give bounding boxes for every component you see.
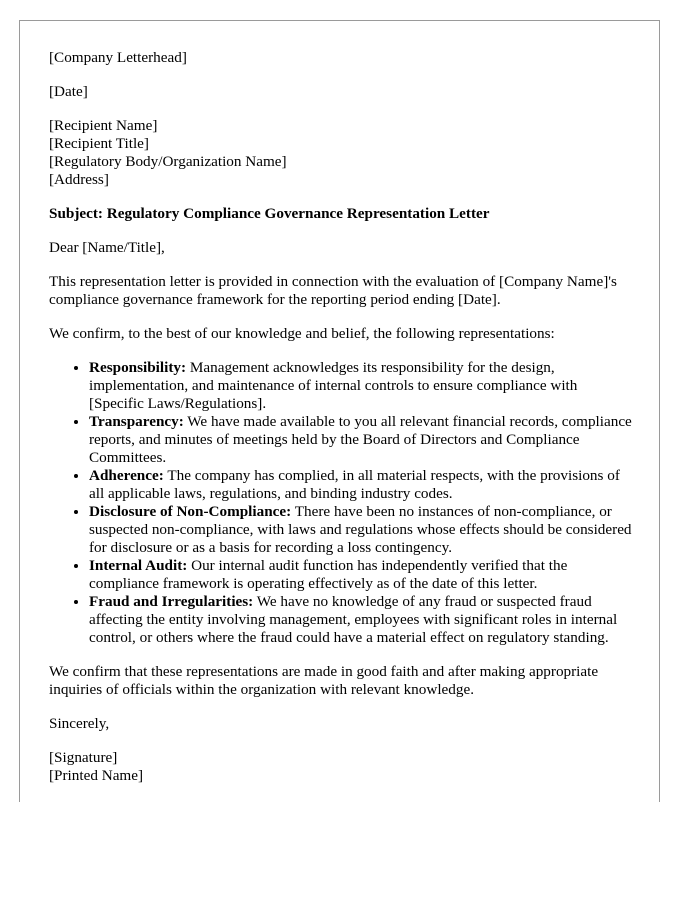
subject-line: Subject: Regulatory Compliance Governance Representation Letter [49, 205, 490, 222]
representation-term: Transparency: [89, 413, 184, 430]
representation-item [89, 503, 633, 557]
representation-text: Management acknowledges its responsibility for the design, implementation, and maintenance of internal controls to ensure compliance with [Specific Laws/Regulations]. [89, 359, 578, 412]
representation-text: We have made available to you all relevant financial records, compliance reports, and minutes of meetings held by the Board of Directors and Compliance Committees. [89, 413, 632, 466]
printed-name: [Printed Name] [49, 767, 144, 784]
recipient-address: [Address] [49, 171, 109, 188]
representations-list [49, 359, 633, 647]
representation-item [89, 467, 633, 503]
recipient-address-block [49, 117, 633, 189]
representation-item [89, 593, 633, 647]
intro-paragraph: This representation letter is provided in connection with the evaluation of [Company Name]'s compliance governance framework for the reporting period ending [Date]. [49, 273, 617, 308]
representation-item [89, 413, 633, 467]
representation-item [89, 557, 633, 593]
letter-body [49, 49, 633, 785]
representation-text: The company has complied, in all material respects, with the provisions of all applicable laws, regulations, and binding industry codes. [89, 467, 620, 502]
recipient-name: [Recipient Name] [49, 117, 158, 134]
representation-text: There have been no instances of non-compliance, or suspected non-compliance, with laws and regulations whose effects should be considered for disclosure or as a basis for recording a loss contingency. [89, 503, 632, 556]
sign-off: Sincerely, [49, 715, 110, 732]
representation-term: Adherence: [89, 467, 164, 484]
letter-date: [Date] [49, 83, 88, 100]
recipient-title: [Recipient Title] [49, 135, 149, 152]
representation-term: Internal Audit: [89, 557, 188, 574]
letter-page [19, 20, 660, 802]
representation-term: Fraud and Irregularities: [89, 593, 254, 610]
representation-text: We have no knowledge of any fraud or suspected fraud affecting the entity involving management, employees with significant roles in internal control, or others where the fraud could have a material effect on regulatory standing. [89, 593, 618, 646]
signature-block [49, 749, 633, 785]
signature: [Signature] [49, 749, 118, 766]
representation-item [89, 359, 633, 413]
confirm-lead: We confirm, to the best of our knowledge and belief, the following representations: [49, 325, 555, 342]
representation-term: Disclosure of Non-Compliance: [89, 503, 292, 520]
letterhead: [Company Letterhead] [49, 49, 187, 66]
salutation: Dear [Name/Title], [49, 239, 165, 256]
representation-term: Responsibility: [89, 359, 187, 376]
recipient-organization: [Regulatory Body/Organization Name] [49, 153, 287, 170]
closing-statement: We confirm that these representations are made in good faith and after making appropriate inquiries of officials within the organization with relevant knowledge. [49, 663, 599, 698]
representation-text: Our internal audit function has independently verified that the compliance framework is operating effectively as of the date of this letter. [89, 557, 568, 592]
